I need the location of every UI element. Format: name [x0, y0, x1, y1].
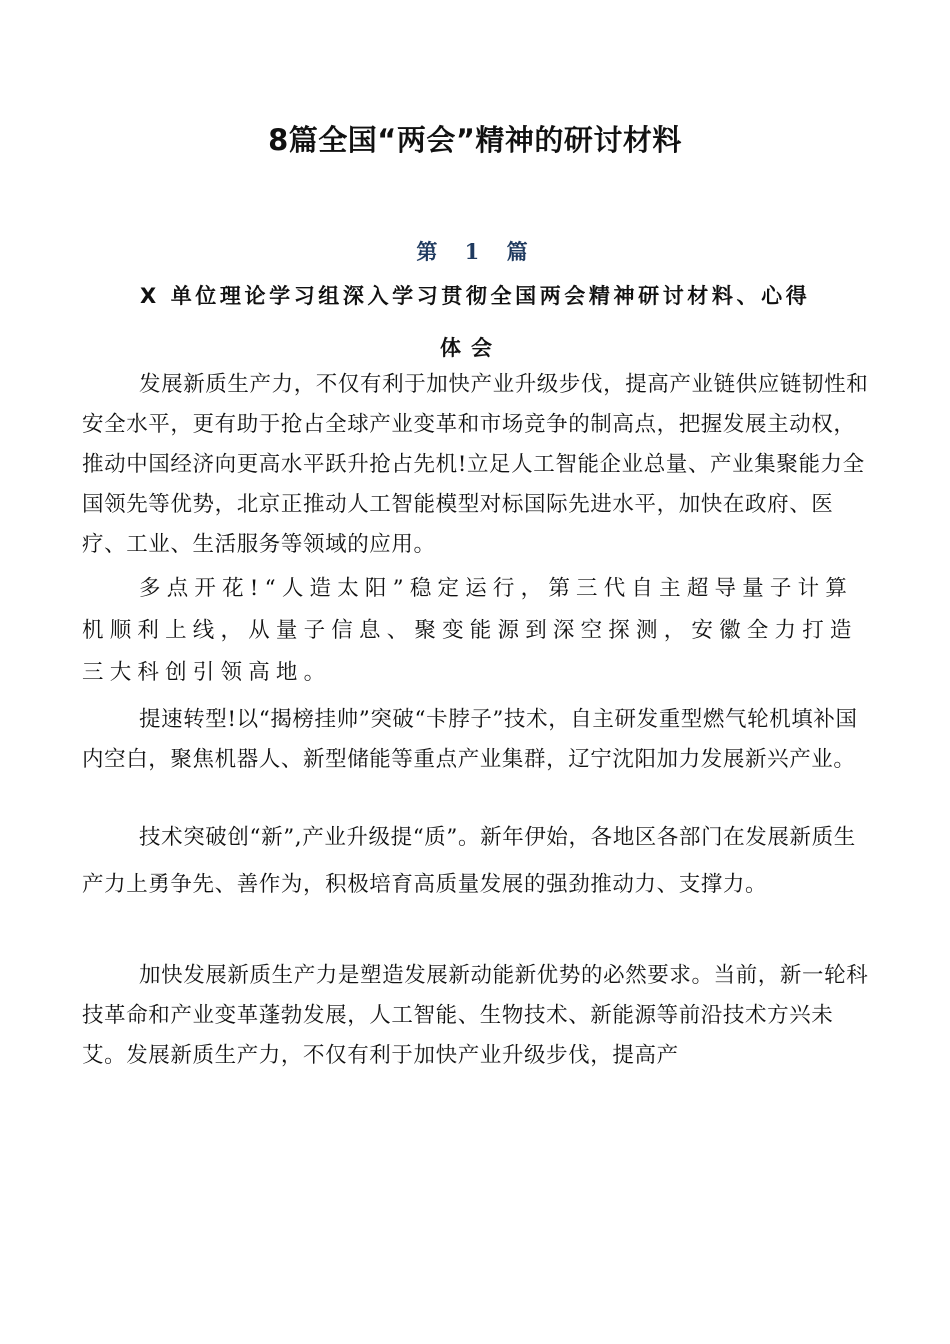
section-title [140, 270, 880, 374]
paragraph-4: 技术突破创“新”,产业升级提“质”。新年伊始，各地区各部门在发展新质生产力上勇争先、善作为，积极培育高质量发展的强劲推动力、支撑力。 [82, 825, 856, 897]
section-title-line2: 体会 [440, 336, 502, 360]
section-title-line1: X 单位理论学习组深入学习贯彻全国两会精神研讨材料、心得 [140, 284, 811, 308]
paragraph-1: 发展新质生产力，不仅有利于加快产业升级步伐，提高产业链供应链韧性和安全水平，更有助于抢占全球产业变革和市场竞争的制高点，把握发展主动权，推动中国经济向更高水平跃升抢占先机!立足人工智能企业总量、产业集聚能力全国领先等优势，北京正推动人工智能模型对标国际先进水平，加快在政府、医疗、工业、生活服务等领域的应用。 [82, 372, 869, 557]
paragraph-5: 加快发展新质生产力是塑造发展新动能新优势的必然要求。当前，新一轮科技革命和产业变革蓬勃发展，人工智能、生物技术、新能源等前沿技术方兴未艾。发展新质生产力，不仅有利于加快产业升级步伐，提高产 [82, 963, 869, 1068]
document-title: 8篇全国“两会”精神的研讨材料 [268, 123, 682, 157]
paragraph-3: 提速转型!以“揭榜挂帅”突破“卡脖子”技术，自主研发重型燃气轮机填补国内空白，聚焦机器人、新型储能等重点产业集群，辽宁沈阳加力发展新兴产业。 [82, 707, 858, 772]
paragraph-2: 多点开花!“人造太阳”稳定运行，第三代自主超导量子计算机顺利上线，从量子信息、聚变能源到深空探测，安徽全力打造三大科创引领高地。 [82, 576, 858, 685]
section-number: 第 1 篇 [416, 239, 534, 264]
